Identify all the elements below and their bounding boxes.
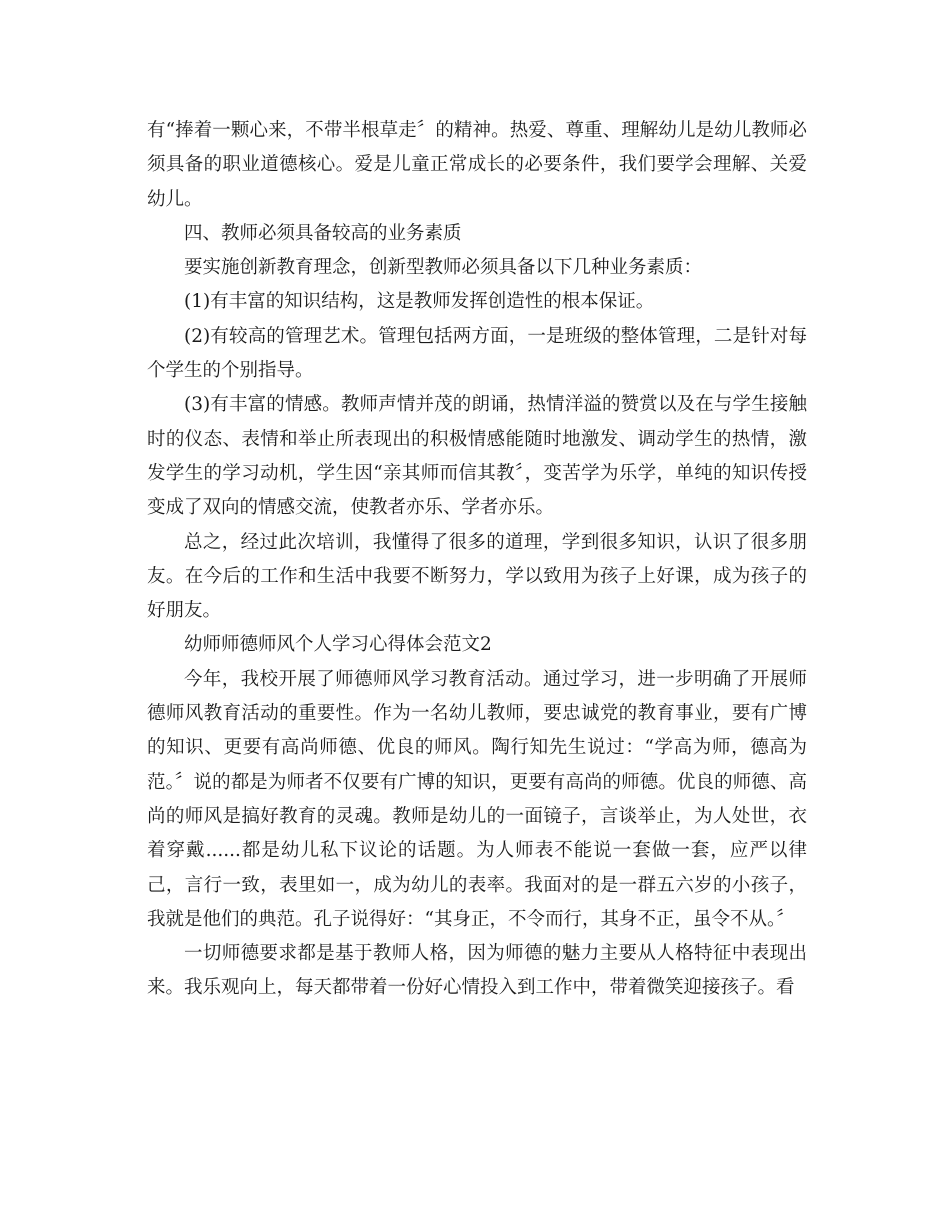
list-item-3: (3)有丰富的情感。教师声情并茂的朗诵，热情洋溢的赞赏以及在与学生接触时的仪态、表情和举止所表现出的积极情感能随时地激发、调动学生的热情，激发学生的学习动机，学生因“亲其师而信其教〞，变苦学为乐学，单纯的知识传授变成了双向的情感交流，使教者亦乐、学者亦乐。: [147, 394, 807, 519]
article-title-2: 幼师师德师风个人学习心得体会范文2: [184, 634, 492, 656]
list-item-2: (2)有较高的管理艺术。管理包括两方面，一是班级的整体管理，二是针对每个学生的个别指导。: [147, 325, 807, 382]
paragraph-summary: 总之，经过此次培训，我懂得了很多的道理，学到很多知识，认识了很多朋友。在今后的工作和生活中我要不断努力，学以致用为孩子上好课，成为孩子的好朋友。: [147, 531, 807, 622]
list-item-1: (1)有丰富的知识结构，这是教师发挥创造性的根本保证。: [184, 291, 655, 313]
paragraph-9: 今年，我校开展了师德师风学习教育活动。通过学习，进一步明确了开展师德师风教育活动的重要性。作为一名幼儿教师，要忠诚党的教育事业，要有广博的知识、更要有高尚师德、优良的师风。陶行知先生说过：“学高为师，德高为范。〞说的都是为师者不仅要有广博的知识，更要有高尚的师德。优良的师德、高尚的师风是搞好教育的灵魂。教师是幼儿的一面镜子，言谈举止，为人处世，衣着穿戴......都是幼儿私下议论的话题。为人师表不能说一套做一套，应严以律己，言行一致，表里如一，成为幼儿的表率。我面对的是一群五六岁的小孩子，我就是他们的典范。孔子说得好：“其身正，不令而行，其身不正，虽令不从。〞: [147, 668, 807, 930]
document-body: [147, 114, 807, 1006]
paragraph-10: 一切师德要求都是基于教师人格，因为师德的魅力主要从人格特征中表现出来。我乐观向上，每天都带着一份好心情投入到工作中，带着微笑迎接孩子。看: [147, 943, 807, 999]
section-heading-4: 四、教师必须具备较高的业务素质: [184, 222, 462, 244]
paragraph-1: 有“捧着一颗心来，不带半根草走〞的精神。热爱、尊重、理解幼儿是幼儿教师必须具备的职业道德核心。爱是儿童正常成长的必要条件，我们要学会理解、关爱幼儿。: [147, 120, 807, 210]
paragraph-3: 要实施创新教育理念，创新型教师必须具备以下几种业务素质：: [184, 257, 703, 279]
